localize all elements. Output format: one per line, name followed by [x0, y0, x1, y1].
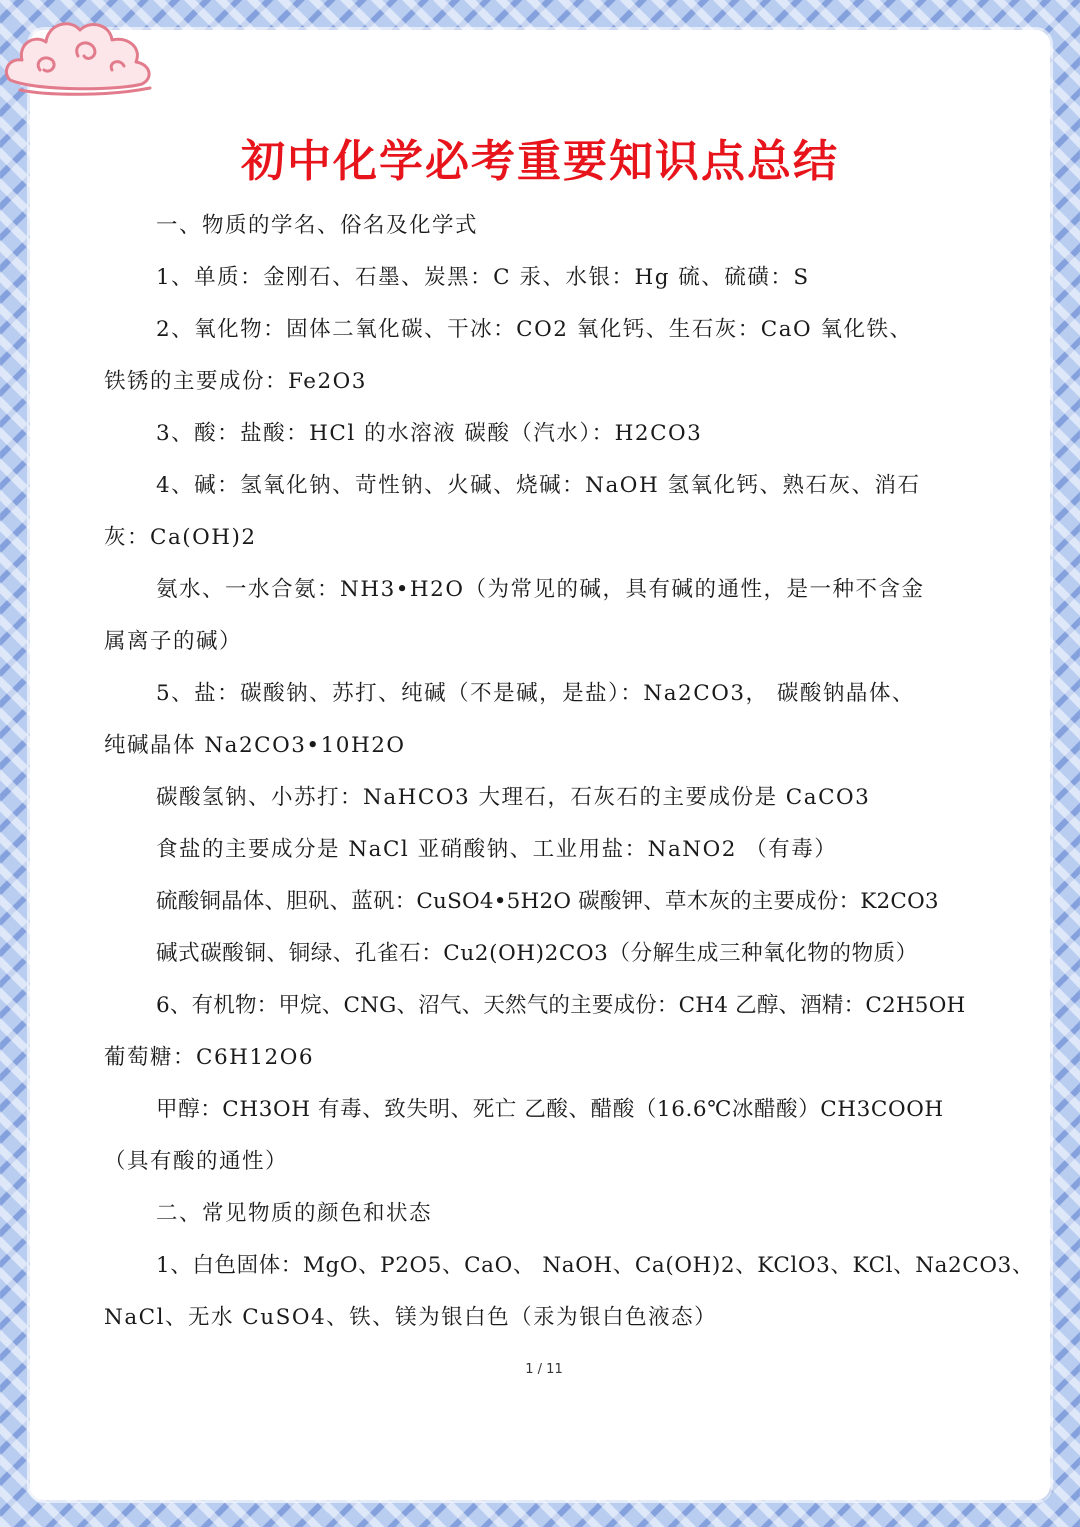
paragraph-line: 1、白色固体：MgO、P2O5、CaO、 NaOH、Ca(OH)2、KClO3、KCl、Na2CO3、: [156, 1253, 1034, 1278]
paragraph-line: 灰：Ca(OH)2: [104, 525, 257, 550]
page-number: 1 / 11: [525, 1362, 563, 1377]
paragraph-line: 硫酸铜晶体、胆矾、蓝矾：CuSO4•5H2O 碳酸钾、草木灰的主要成份：K2CO3: [156, 889, 939, 914]
document-body: [104, 200, 1034, 1344]
paragraph-line: 氨水、一水合氨：NH3•H2O（为常见的碱，具有碱的通性，是一种不含金: [156, 577, 925, 602]
paragraph-line: 碱式碳酸铜、铜绿、孔雀石：Cu2(OH)2CO3（分解生成三种氧化物的物质）: [156, 941, 918, 966]
cloud-ornament-icon: [0, 0, 160, 105]
paragraph-line: NaCl、无水 CuSO4、铁、镁为银白色（汞为银白色液态）: [104, 1305, 718, 1330]
paragraph-line: 6、有机物：甲烷、CNG、沼气、天然气的主要成份：CH4 乙醇、酒精：C2H5OH: [156, 993, 966, 1018]
paragraph-line: 5、盐：碳酸钠、苏打、纯碱（不是碱，是盐）：Na2CO3， 碳酸钠晶体、: [156, 681, 915, 706]
paragraph-line: 葡萄糖：C6H12O6: [104, 1045, 315, 1070]
paragraph-line: 4、碱：氢氧化钠、苛性钠、火碱、烧碱：NaOH 氢氧化钙、熟石灰、消石: [156, 473, 921, 498]
paragraph-line: 碳酸氢钠、小苏打：NaHCO3 大理石，石灰石的主要成份是 CaCO3: [156, 785, 871, 810]
paragraph-line: 1、单质：金刚石、石墨、炭黑：C 汞、水银：Hg 硫、硫磺：S: [156, 265, 810, 290]
paragraph-line: 铁锈的主要成份：Fe2O3: [104, 369, 367, 394]
paragraph-line: 3、酸：盐酸：HCl 的水溶液 碳酸（汽水）：H2CO3: [156, 421, 703, 446]
paragraph-line: 纯碱晶体 Na2CO3•10H2O: [104, 733, 406, 758]
paragraph-line: 2、氧化物：固体二氧化碳、干冰：CO2 氧化钙、生石灰：CaO 氧化铁、: [156, 317, 913, 342]
document-title: 初中化学必考重要知识点总结: [241, 136, 839, 187]
paragraph-line: 属离子的碱）: [104, 629, 243, 654]
paragraph-line: 甲醇：CH3OH 有毒、致失明、死亡 乙酸、醋酸（16.6℃冰醋酸）CH3COOH: [156, 1097, 944, 1122]
section-heading: 二、常见物质的颜色和状态: [156, 1201, 433, 1226]
section-heading: 一、物质的学名、俗名及化学式: [156, 213, 479, 238]
paragraph-line: （具有酸的通性）: [104, 1149, 289, 1174]
paragraph-line: 食盐的主要成分是 NaCl 亚硝酸钠、工业用盐：NaNO2 （有毒）: [156, 837, 838, 862]
